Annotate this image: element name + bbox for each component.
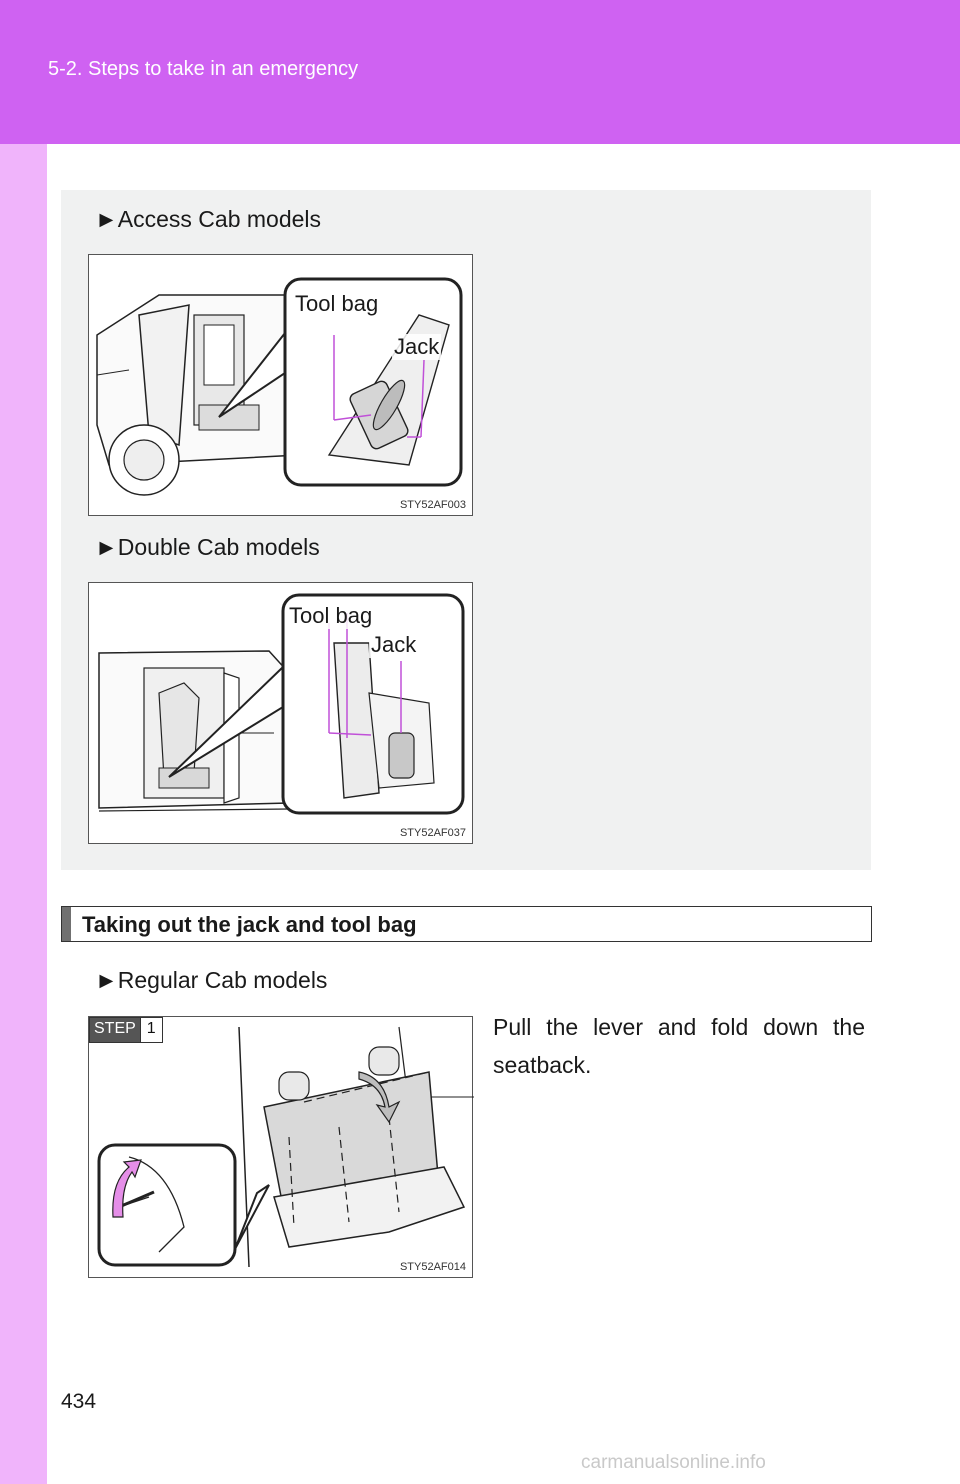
double-cab-figure-code: STY52AF037 bbox=[399, 827, 466, 839]
access-cab-label: ►Access Cab models bbox=[95, 206, 322, 232]
triangle-bullet-icon: ► bbox=[95, 206, 118, 232]
step-instruction: Pull the lever and fold down the seatback. bbox=[493, 1014, 865, 1078]
section-heading-bar bbox=[62, 907, 71, 941]
access-cab-jack-callout: Jack bbox=[394, 334, 440, 359]
double-cab-jack-callout: Jack bbox=[371, 632, 417, 657]
section-heading bbox=[61, 906, 872, 942]
access-cab-tool-bag-callout: Tool bag bbox=[295, 291, 379, 316]
triangle-bullet-icon: ► bbox=[95, 967, 118, 993]
regular-cab-figure-code: STY52AF014 bbox=[399, 1261, 466, 1273]
access-cab-figure-code: STY52AF003 bbox=[399, 499, 466, 511]
double-cab-tool-bag-callout: Tool bag bbox=[289, 603, 373, 628]
step-number: 1 bbox=[140, 1018, 162, 1042]
side-strip bbox=[0, 144, 47, 1484]
double-cab-illustration bbox=[88, 582, 473, 844]
watermark: carmanualsonline.info bbox=[581, 1452, 766, 1473]
regular-cab-illustration bbox=[88, 1016, 473, 1278]
access-cab-drawing bbox=[89, 255, 474, 517]
double-cab-label: ►Double Cab models bbox=[95, 534, 320, 560]
page-header bbox=[0, 0, 960, 144]
step-badge bbox=[89, 1017, 163, 1043]
double-cab-drawing bbox=[89, 583, 474, 845]
page-number: 434 bbox=[61, 1390, 97, 1413]
section-heading-text: Taking out the jack and tool bag bbox=[82, 912, 417, 937]
triangle-bullet-icon: ► bbox=[95, 534, 118, 560]
regular-cab-label: ►Regular Cab models bbox=[95, 967, 328, 993]
header-title: 5-2. Steps to take in an emergency bbox=[48, 58, 359, 80]
regular-cab-drawing bbox=[89, 1017, 474, 1279]
step-word: STEP bbox=[90, 1018, 140, 1042]
access-cab-illustration bbox=[88, 254, 473, 516]
